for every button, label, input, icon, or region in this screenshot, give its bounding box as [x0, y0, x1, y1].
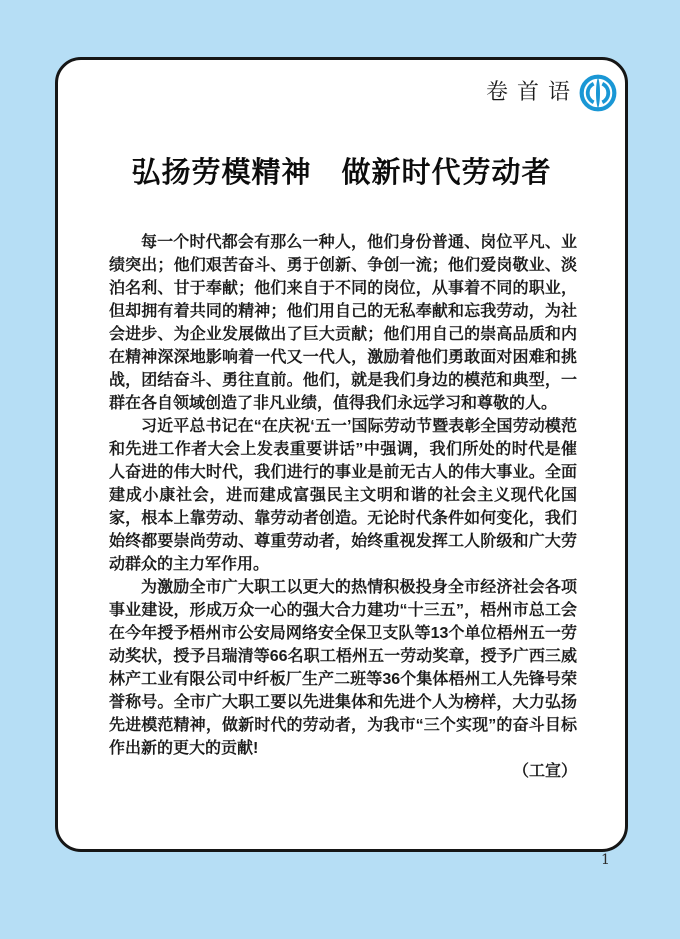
- article-signature: （工宣）: [512, 763, 577, 780]
- article-body: [109, 231, 577, 783]
- article-title: 弘扬劳模精神 做新时代劳动者: [131, 157, 552, 189]
- section-label: 卷首语: [485, 80, 579, 105]
- article-paragraph: 每一个时代都会有那么一种人，他们身份普通、岗位平凡、业绩突出；他们艰苦奋斗、勇于创新、争创一流；他们爱岗敬业、淡泊名利、甘于奉献；他们来自于不同的岗位，从事着不同的职业，但却拥有着共同的精神；他们用自己的无私奉献和忘我劳动，为社会进步、为企业发展做出了巨大贡献；他们用自己的崇高品质和内在精神深深地影响着一代又一代人，激励着他们勇敢面对困难和挑战，团结奋斗、勇往直前。他们，就是我们身边的模范和典型，一群在各自领域创造了非凡业绩，值得我们永远学习和尊敬的人。: [109, 234, 577, 412]
- article-paragraph: 为激励全市广大职工以更大的热情积极投身全市经济社会各项事业建设，形成万众一心的强大合力建功“十三五”，梧州市总工会在今年授予梧州市公安局网络安全保卫支队等13个单位梧州五一劳动奖状，授予吕瑞清等66名职工梧州五一劳动奖章，授予广西三威林产工业有限公司中纤板厂生产二班等36个集体梧州工人先锋号荣誉称号。全市广大职工要以先进集体和先进个人为榜样，大力弘扬先进模范精神，做新时代的劳动者，为我市“三个实现”的奋斗目标作出新的更大的贡献!: [109, 579, 577, 757]
- card-header: [486, 74, 617, 112]
- trade-union-emblem-icon: [579, 74, 617, 112]
- content-card: [55, 57, 628, 852]
- page-number: 1: [601, 852, 610, 868]
- article-paragraph: 习近平总书记在“在庆祝‘五一’国际劳动节暨表彰全国劳动模范和先进工作者大会上发表重要讲话”中强调，我们所处的时代是催人奋进的伟大时代，我们进行的事业是前无古人的伟大事业。全面建成小康社会，进而建成富强民主文明和谐的社会主义现代化国家，根本上靠劳动、靠劳动者创造。无论时代条件如何变化，我们始终都要崇尚劳动、尊重劳动者，始终重视发挥工人阶级和广大劳动群众的主力军作用。: [109, 418, 577, 573]
